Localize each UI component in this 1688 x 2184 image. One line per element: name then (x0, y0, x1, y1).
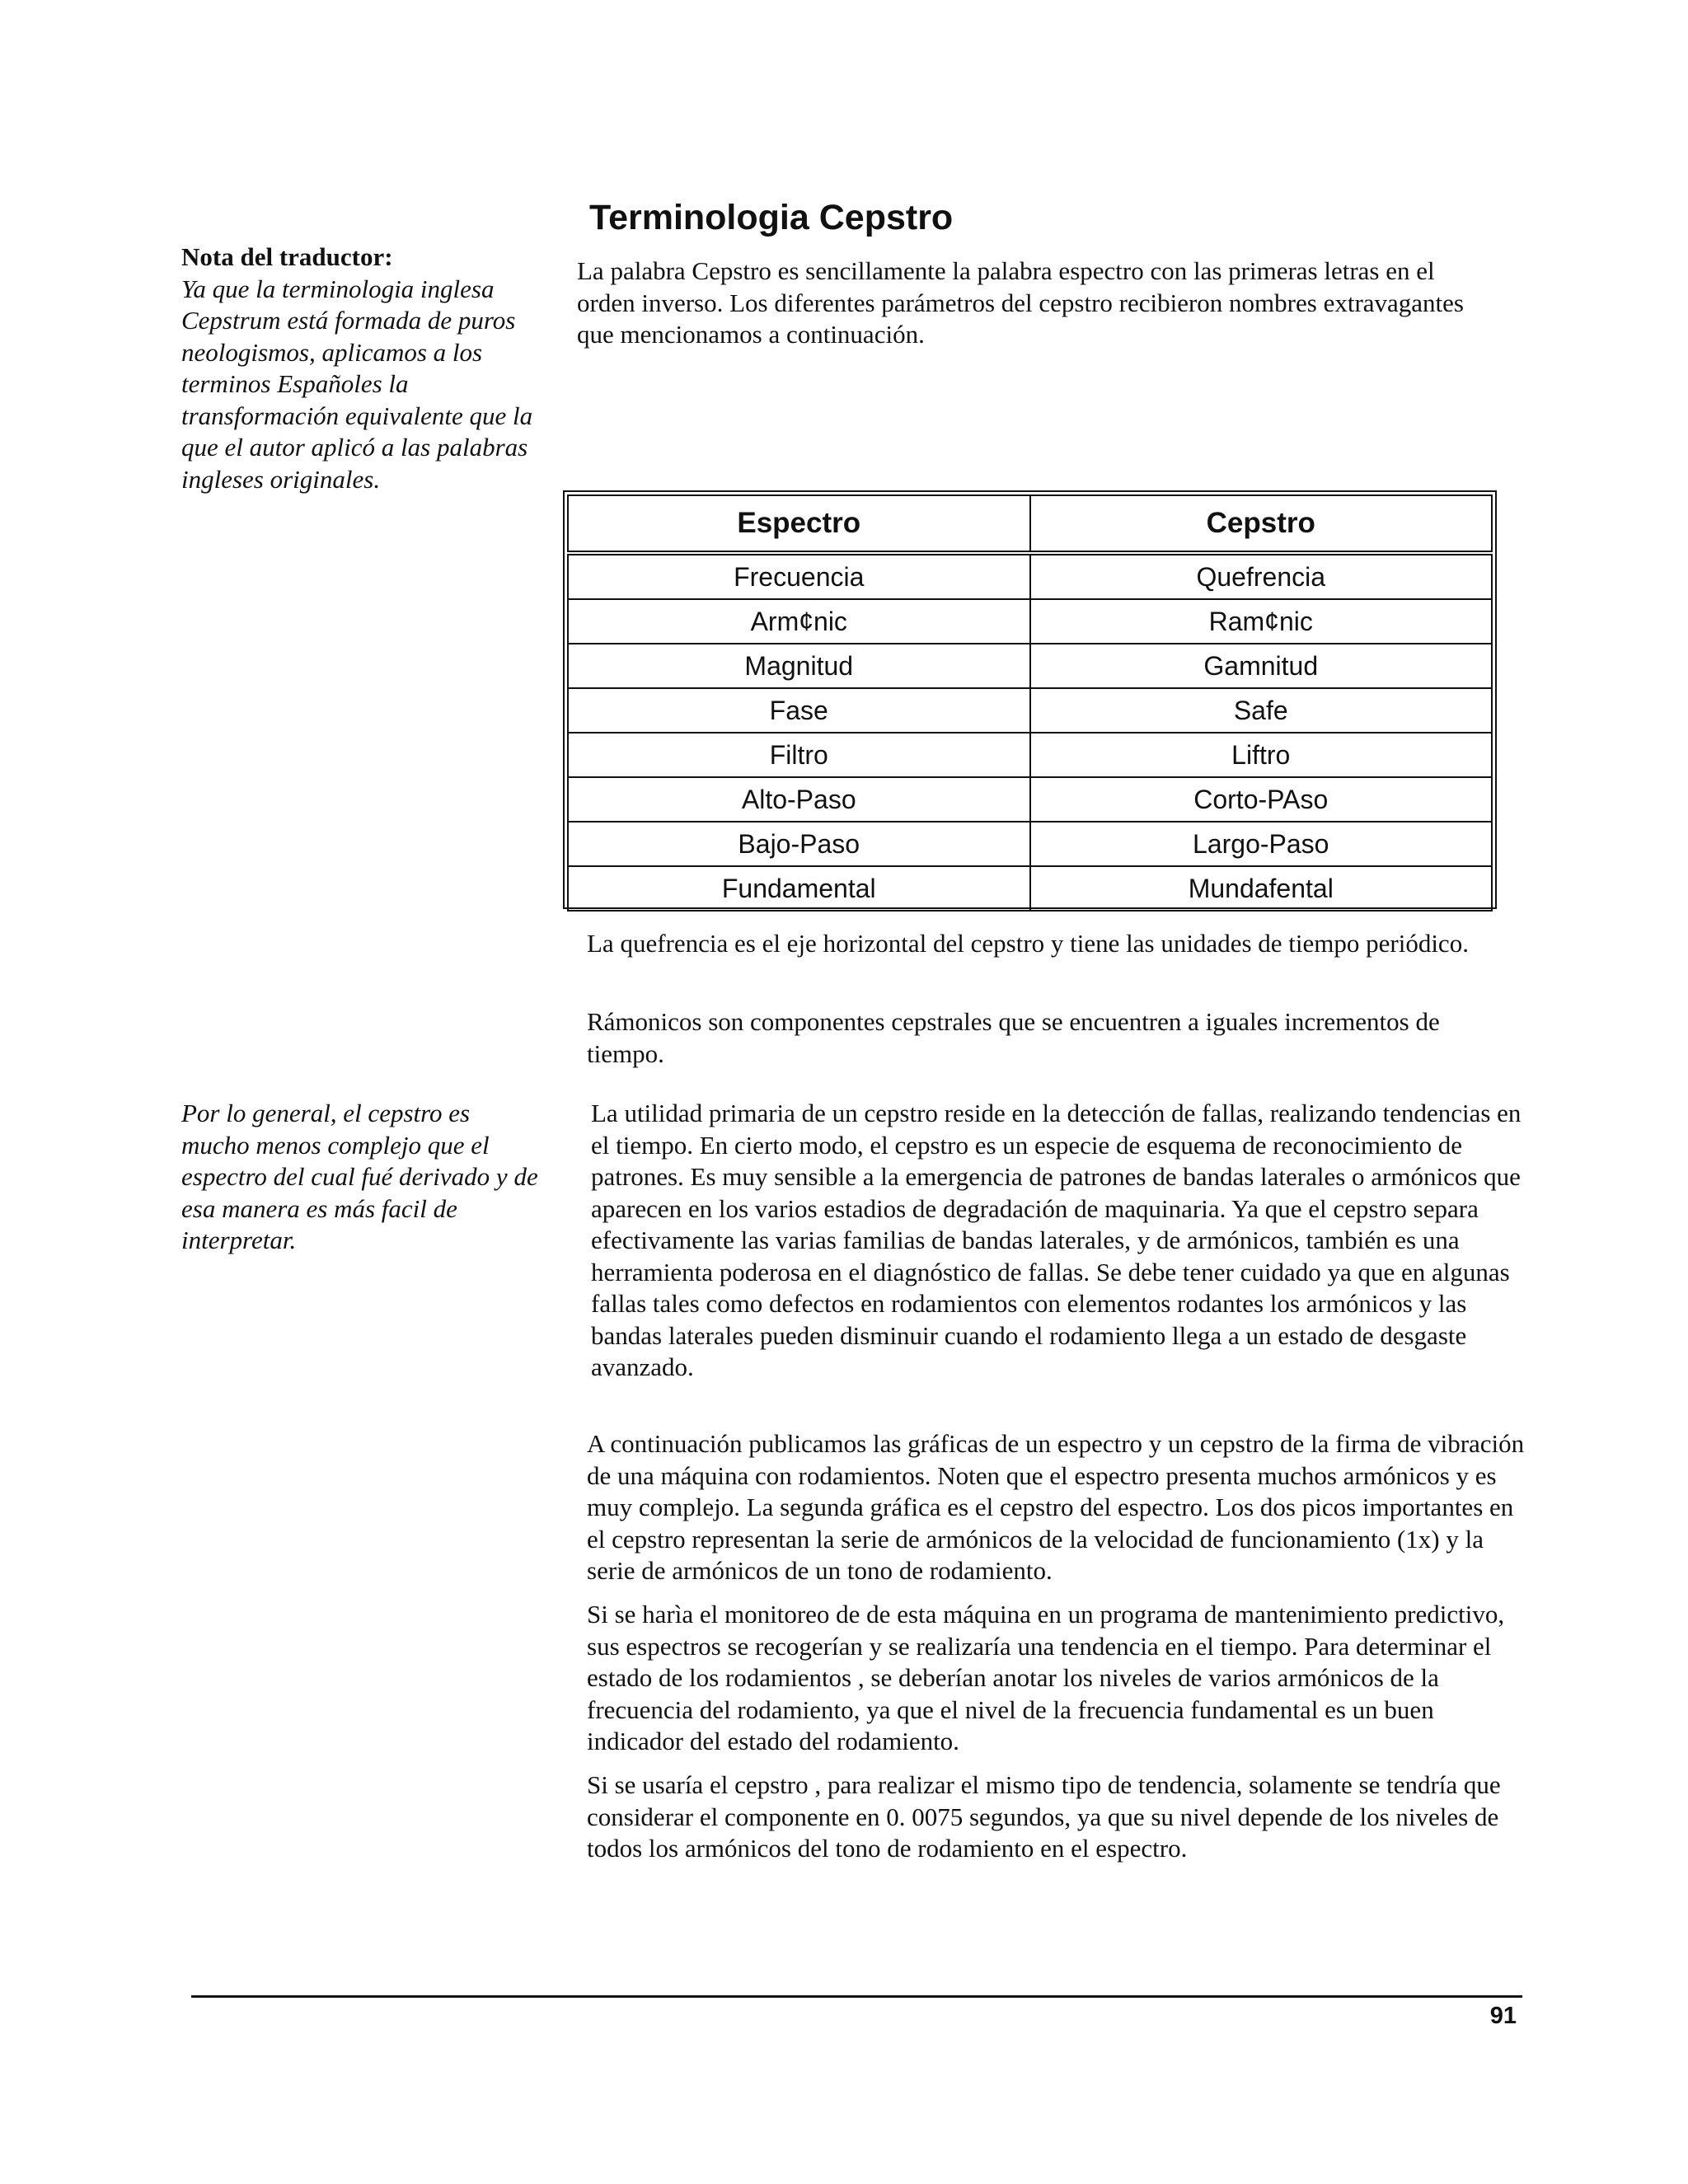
side-note (181, 1098, 544, 1257)
table-cell: Mundafental (1030, 866, 1493, 911)
table-cell: Corto-PAso (1030, 777, 1493, 822)
table-cell: Quefrencia (1030, 553, 1493, 599)
graphs-paragraph: A continuación publicamos las gráficas de un espectro y un cepstro de la firma de vibración de una máquina con rodamientos. Noten que el espectro presenta muchos armónicos y es muy complejo. La segunda gráfica es el cepstro del espectro. Los dos picos importantes en el cepstro representan la serie de armónicos de la velocidad de funcionamiento (1x) y la serie de armónicos de un tono de rodamiento. (587, 1429, 1525, 1585)
table-cell: Alto-Paso (568, 777, 1030, 822)
table-cell: Liftro (1030, 733, 1493, 777)
table-row (568, 644, 1492, 688)
table-cell: Magnitud (568, 644, 1030, 688)
table-row (568, 777, 1492, 822)
page-title: Terminologia Cepstro (589, 198, 954, 237)
table-cell: Fase (568, 688, 1030, 733)
trend-paragraph: Si se usaría el cepstro , para realizar el mismo tipo de tendencia, solamente se tendría que considerar el componente en 0. 0075 segundos, ya que su nivel depende de los niveles de todos los armónicos del tono de rodamiento en el espectro. (587, 1770, 1501, 1863)
ramonicos-paragraph: Rámonicos son componentes cepstrales que se encuentren a iguales incrementos de tiempo. (587, 1007, 1440, 1068)
footer-rule (191, 1995, 1522, 1998)
header-espectro: Espectro (568, 495, 1030, 553)
header-cepstro: Cepstro (1030, 495, 1493, 553)
table-row (568, 599, 1492, 644)
table-header-row (568, 495, 1492, 553)
table-row (568, 866, 1492, 911)
translator-note-heading: Nota del traductor: (181, 242, 393, 271)
table-cell: Safe (1030, 688, 1493, 733)
side-note-body: Por lo general, el cepstro es mucho menos complejo que el espectro del cual fué derivado y de esa manera es más facil de interpretar. (181, 1099, 538, 1254)
table-cell: Arm¢nic (568, 599, 1030, 644)
page-number: 91 (1489, 2003, 1517, 2029)
monitoring-paragraph: Si se harìa el monitoreo de de esta máquina en un programa de mantenimiento predictivo, sus espectros se recogerían y se realizaría una tendencia en el tiempo. Para determinar el estado de los rodamientos , se deberían anotar los niveles de varios armónicos de la frecuencia del rodamiento, ya que el nivel de la frecuencia fundamental es un buen indicador del estado del rodamiento. (587, 1600, 1505, 1755)
translator-note-body: Ya que la terminologia inglesa Cepstrum está formada de puros neologismos, aplicamos a los terminos Españoles la transformación equivalente que la que el autor aplicó a las palabras ingleses originales. (181, 274, 533, 494)
table-cell: Fundamental (568, 866, 1030, 911)
table-row (568, 553, 1492, 599)
table-row (568, 822, 1492, 866)
table-cell: Gamnitud (1030, 644, 1493, 688)
table-row (568, 688, 1492, 733)
terminology-table-frame (563, 490, 1497, 909)
table-cell: Largo-Paso (1030, 822, 1493, 866)
quefrencia-paragraph: La quefrencia es el eje horizontal del cepstro y tiene las unidades de tiempo periódico. (587, 929, 1469, 958)
utility-paragraph: La utilidad primaria de un cepstro reside en la detección de fallas, realizando tendencias en el tiempo. En cierto modo, el cepstro es un especie de esquema de reconocimiento de patrones. Es muy sensible a la emergencia de patrones de bandas laterales o armónicos que aparecen en los varios estadios de degradación de maquinaria. Ya que el cepstro separa efectivamente las varias familias de bandas laterales, y de armónicos, también es una herramienta poderosa en el diagnóstico de fallas. Se debe tener cuidado ya que en algunas fallas tales como defectos en rodamientos con elementos rodantes los armónicos y las bandas laterales pueden disminuir cuando el rodamiento llega a un estado de desgaste avanzado. (591, 1099, 1522, 1381)
translator-note (181, 241, 548, 495)
table-cell: Bajo-Paso (568, 822, 1030, 866)
terminology-table (567, 494, 1493, 912)
table-cell: Filtro (568, 733, 1030, 777)
table-row (568, 733, 1492, 777)
table-cell: Ram¢nic (1030, 599, 1493, 644)
table-cell: Frecuencia (568, 553, 1030, 599)
intro-paragraph: La palabra Cepstro es sencillamente la palabra espectro con las primeras letras en el orden inverso. Los diferentes parámetros del cepstro recibieron nombres extravagantes que mencionamos a continuación. (577, 256, 1464, 349)
